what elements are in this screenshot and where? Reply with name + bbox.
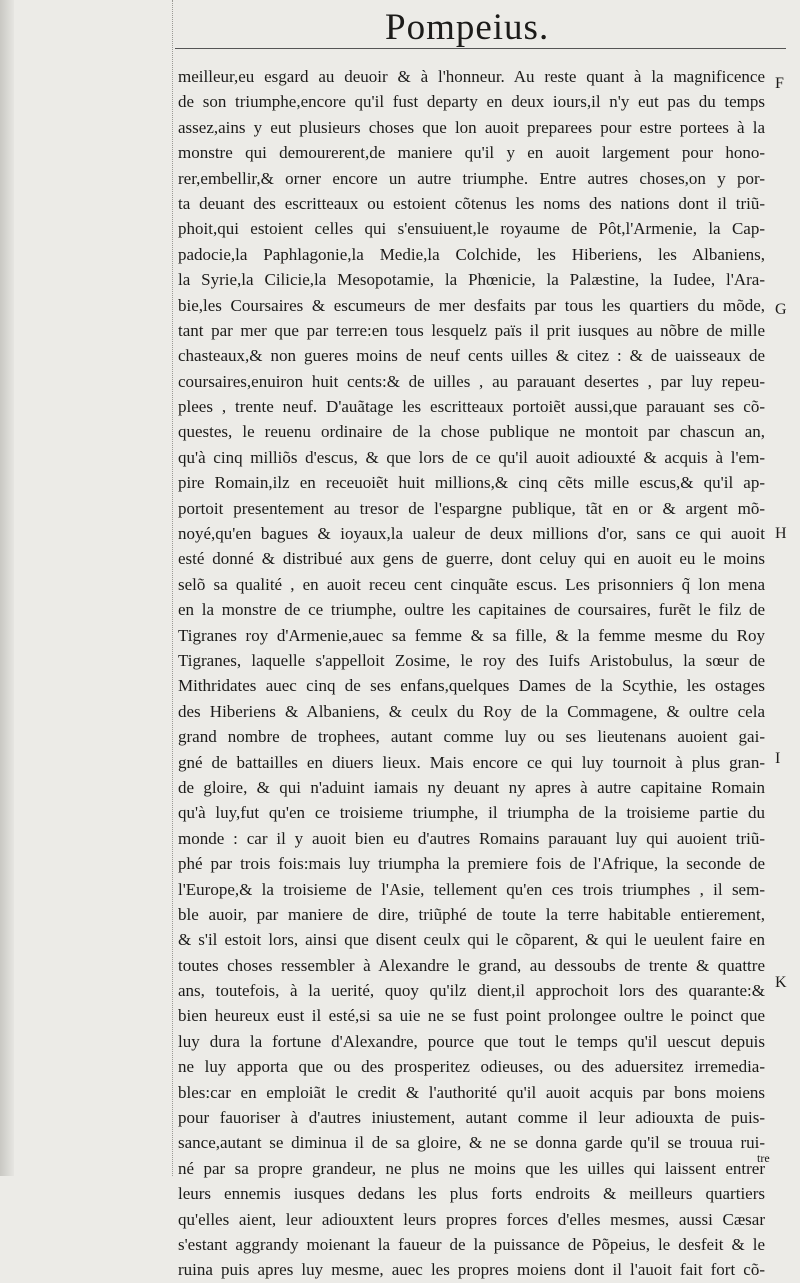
text-line: bie,les Coursaires & escumeurs de mer desfaits par tous les quartiers du mõde, — [178, 295, 765, 315]
margin-letter-i: I — [775, 750, 781, 767]
page-edge-shadow — [0, 0, 14, 1176]
text-line: grand nombre de trophees, autant comme luy ou ses lieutenans auoient gai- — [178, 727, 765, 747]
text-line: chasteaux,& non gueres moins de neuf cents uilles & citez : & de uaisseaux de — [178, 346, 765, 366]
text-line: la Syrie,la Cilicie,la Mesopotamie, la Phœnicie, la Palæstine, la Iudee, l'Ara- — [178, 270, 765, 290]
text-line: padocie,la Paphlagonie,la Medie,la Colchide, les Hiberiens, les Albaniens, — [178, 244, 765, 264]
text-line: portoit presentement au tresor de l'espargne publique, tãt en or & argent mõ- — [178, 498, 765, 518]
text-line: s'estant aggrandy moienant la faueur de la puissance de Põpeius, le desfeit & le — [178, 1234, 765, 1254]
catchword: tre — [757, 1151, 770, 1165]
text-line: des Hiberiens & Albaniens, & ceulx du Roy de la Commagene, & oultre cela — [178, 701, 765, 721]
text-line: Tigranes, laquelle s'appelloit Zosime, le roy des Iuifs Aristobulus, la sœur de — [178, 650, 765, 670]
text-line: bien heureux eust il esté,si sa uie ne se fust point prolongee oultre le poinct que — [178, 1006, 765, 1026]
text-line: assez,ains y eut plusieurs choses que lon auoit preparees pour estre portees à la — [178, 117, 765, 137]
text-line: questes, le reuenu ordinaire de la chose publique ne montoit par chascun an, — [178, 422, 765, 442]
margin-letter-h: H — [775, 525, 787, 542]
header-rule — [175, 48, 786, 49]
text-line: de son triumphe,encore qu'il fust departy en deux iours,il n'y eut pas du temps — [178, 92, 765, 112]
text-line: qu'à cinq milliõs d'escus, & que lors de ce qu'il auoit adiouxté & acquis à l'em- — [178, 447, 765, 467]
text-line: né par sa propre grandeur, ne plus ne moins que les uilles qui laissent entrer — [178, 1158, 765, 1178]
text-line: noyé,qu'en bagues & ioyaux,la ualeur de deux millions d'or, sans ce qui auoit — [178, 524, 765, 544]
body-text — [178, 64, 765, 1283]
text-line: de gloire, & qui n'aduint iamais ny deuant ny apres à autre capitaine Romain — [178, 777, 765, 797]
text-line: ble auoir, par maniere de dire, triũphé de toute la terre habitable entierement, — [178, 904, 765, 924]
text-line: plees , trente neuf. D'auãtage les escritteaux portoiẽt aussi,que parauant ses cõ- — [178, 397, 765, 417]
text-line: luy dura la fortune d'Alexandre, pource que tout le temps qu'il uescut depuis — [178, 1031, 765, 1051]
text-line: Mithridates auec cinq de ses enfans,quelques Dames de la Scythie, les ostages — [178, 676, 765, 696]
text-line: monde : car il y auoit bien eu d'autres Romains parauant luy qui auoient triũ- — [178, 828, 765, 848]
text-line: coursaires,enuiron huit cents:& de uilles , au parauant desertes , par luy repeu- — [178, 371, 765, 391]
text-line: Tigranes roy d'Armenie,auec sa femme & sa fille, & la femme mesme du Roy — [178, 625, 765, 645]
text-line: ruina puis apres luy mesme, auec les propres moiens dont il l'auoit fait fort cõ- — [178, 1260, 765, 1280]
text-line: ta deuant des escritteaux ou estoient cõtenus les noms des nations dont il triũ- — [178, 193, 765, 213]
text-line: phé par trois fois:mais luy triumpha la premiere fois de l'Afrique, la seconde de — [178, 854, 765, 874]
margin-letter-f: F — [775, 75, 784, 92]
text-line: leurs ennemis iusques dedans les plus forts endroits & meilleurs quartiers — [178, 1184, 765, 1204]
text-line: meilleur,eu esgard au deuoir & à l'honneur. Au reste quant à la magnificence — [178, 67, 765, 86]
text-line: gné de battailles en diuers lieux. Mais encore ce qui luy tournoit à plus gran- — [178, 752, 765, 772]
text-line: bles:car en emploiãt le credit & l'authorité qu'il auoit acquis par bons moiens — [178, 1082, 765, 1102]
running-head: Pompeius. — [385, 7, 550, 48]
left-margin-rule — [172, 0, 173, 1176]
text-line: qu'à luy,fut qu'en ce troisieme triumphe, il triumpha de la troisieme partie du — [178, 803, 765, 823]
text-line: l'Europe,& la troisieme de l'Asie, tellement qu'en ces trois triumphes , il sem- — [178, 879, 765, 899]
text-line: phoit,qui estoient celles qui s'ensuiuent,le royaume de Pôt,l'Armenie, la Cap- — [178, 219, 765, 239]
margin-letter-g: G — [775, 301, 787, 318]
text-line: pire Romain,ilz en receuoiẽt huit millions,& cinq cẽts mille escus,& qu'il ap- — [178, 473, 765, 493]
text-line: tant par mer que par terre:en tous lesquelz païs il prit iusques au nõbre de mille — [178, 320, 765, 340]
text-line: rer,embellir,& orner encore un autre triumphe. Entre autres choses,on y por- — [178, 168, 765, 188]
text-line: en la monstre de ce triumphe, oultre les capitaines de coursaires, furẽt le filz de — [178, 600, 765, 620]
text-line: monstre qui demourerent,de maniere qu'il y en auoit largement pour hono- — [178, 143, 765, 163]
text-line: selõ sa qualité , en auoit receu cent cinquãte escus. Les prisonniers q̃ lon mena — [178, 574, 765, 594]
text-line: & s'il estoit lors, ainsi que disent ceulx qui le cõparent, & qui le ueulent faire en — [178, 930, 765, 950]
text-line: sance,autant se diminua il de sa gloire, & ne se donna garde qu'il se trouua rui- — [178, 1133, 765, 1153]
margin-letter-k: K — [775, 974, 787, 991]
text-line: ne luy apporta que ou des prosperitez odieuses, ou des aduersitez irremedia- — [178, 1057, 765, 1077]
text-line: pour fauoriser à d'autres iniustement, autant comme il leur adiouxta de puis- — [178, 1108, 765, 1128]
text-line: ans, toutefois, à la uerité, quoy qu'ilz dient,il approchoit lors des quarante:& — [178, 981, 765, 1001]
text-line: qu'elles aient, leur adiouxtent leurs propres forces d'elles mesmes, aussi Cæsar — [178, 1209, 765, 1229]
text-line: esté donné & distribué aux gens de guerre, dont celuy qui en auoit eu le moins — [178, 549, 765, 569]
text-line: toutes choses ressembler à Alexandre le grand, au dessoubs de trente & quattre — [178, 955, 765, 975]
